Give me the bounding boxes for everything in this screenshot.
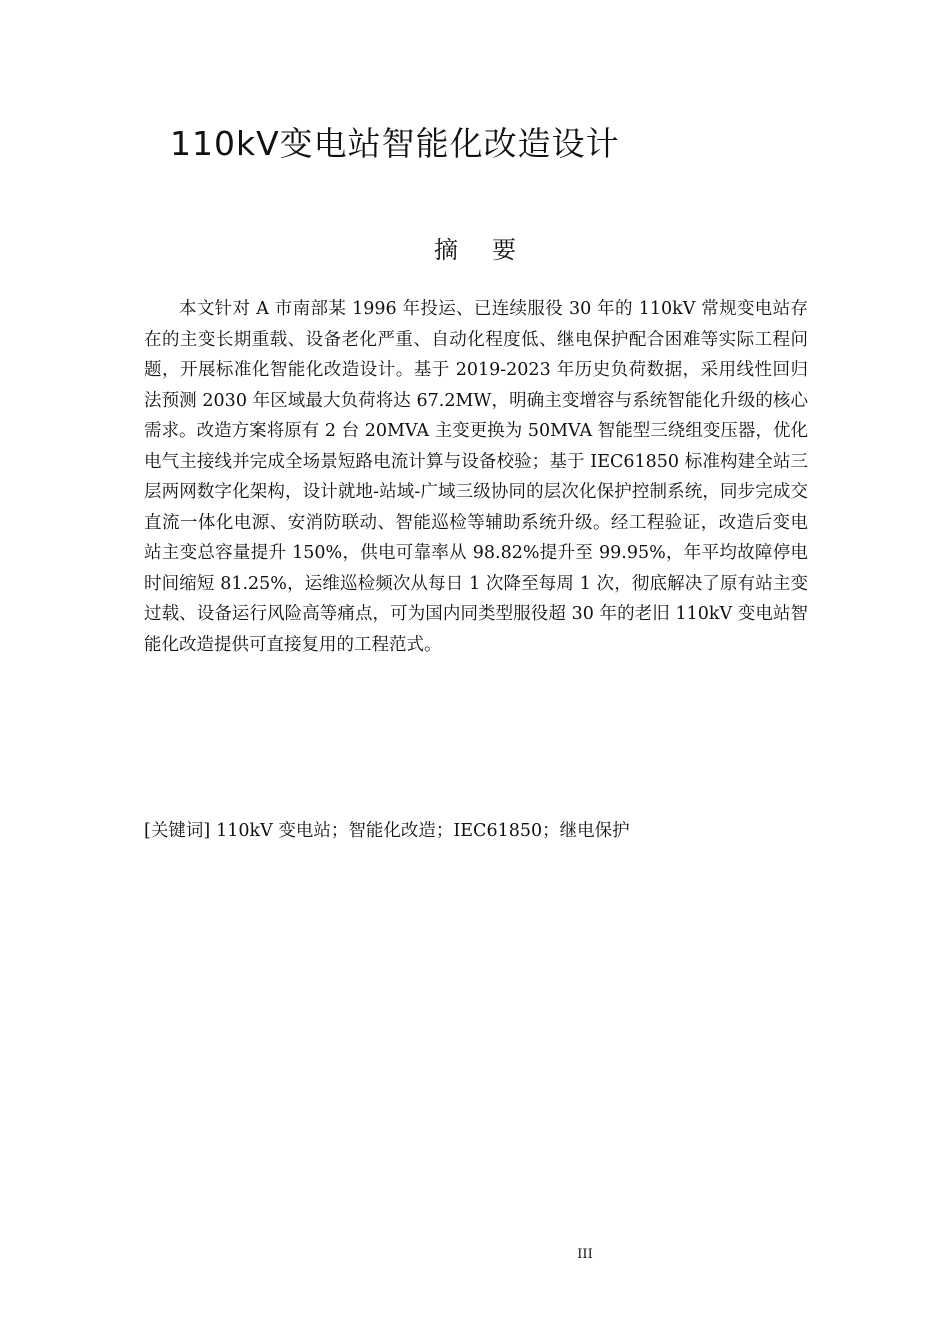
keywords-line [144, 816, 844, 846]
page-number: III [577, 1247, 593, 1262]
abstract-heading: 摘要 [434, 236, 550, 264]
abstract-body: 本文针对 A 市南部某 1996 年投运、已连续服役 30 年的 110kV 常规变电站存在的主变长期重载、设备老化严重、自动化程度低、继电保护配合困难等实际工程问题，开展标准化智能化改造设计。基于 2019-2023 年历史负荷数据，采用线性回归法预测 2030 年区域最大负荷将达 67.2MW，明确主变增容与系统智能化升级的核心需求。改造方案将原有 2 台 20MVA 主变更换为 50MVA 智能型三绕组变压器，优化电气主接线并完成全场景短路电流计算与设备校验；基于 IEC61850 标准构建全站三层两网数字化架构，设计就地-站域-广域三级协同的层次化保护控制系统，同步完成交直流一体化电源、安消防联动、智能巡检等辅助系统升级。经工程验证，改造后变电站主变总容量提升 150%，供电可靠率从 98.82%提升至 99.95%，年平均故障停电时间缩短 81.25%，运维巡检频次从每日 1 次降至每周 1 次，彻底解决了原有站主变过载、设备运行风险高等痛点，可为国内同类型服役超 30 年的老旧 110kV 变电站智能化改造提供可直接复用的工程范式。 [144, 299, 808, 655]
keywords-label: [关键词] [144, 821, 211, 841]
keywords-list: 110kV 变电站；智能化改造；IEC61850；继电保护 [216, 821, 630, 841]
document-title: 110kV变电站智能化改造设计 [170, 124, 620, 163]
